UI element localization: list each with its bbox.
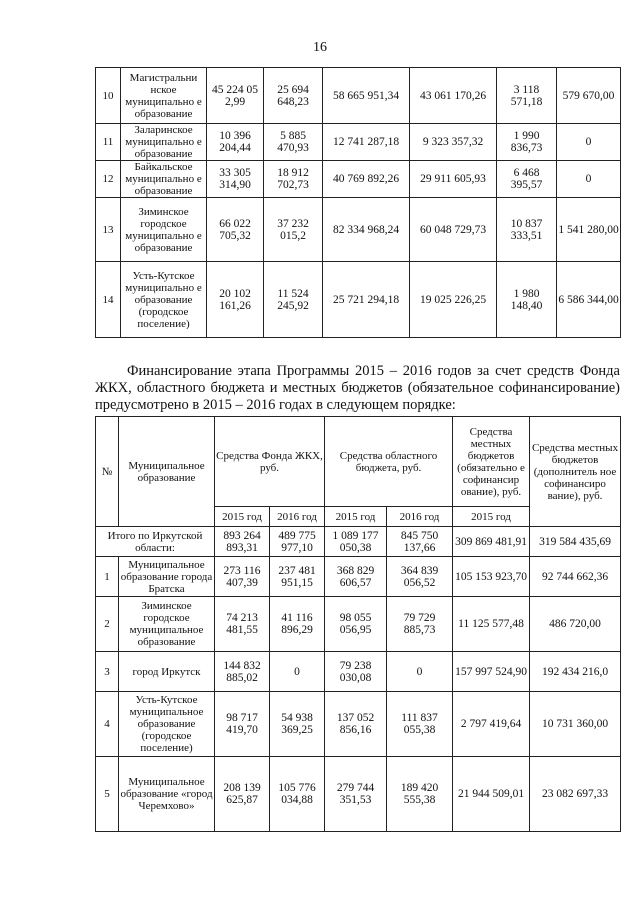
amount-cell: 368 829 606,57 xyxy=(325,557,387,597)
row-number: 12 xyxy=(96,161,121,198)
amount-cell: 66 022 705,32 xyxy=(207,198,264,262)
amount-cell: 21 944 509,01 xyxy=(453,757,530,832)
total-local-additional: 319 584 435,69 xyxy=(530,527,621,557)
row-number: 1 xyxy=(96,557,119,597)
amount-cell: 11 524 245,92 xyxy=(264,262,323,338)
amount-cell: 79 238 030,08 xyxy=(325,652,387,692)
municipality-name: Муниципальное образование «город Черемхово» xyxy=(119,757,215,832)
amount-cell: 208 139 625,87 xyxy=(215,757,270,832)
table-row xyxy=(96,757,621,832)
header-number: № xyxy=(96,417,119,527)
header-year-2016-regional: 2016 год xyxy=(387,507,453,527)
amount-cell: 41 116 896,29 xyxy=(270,597,325,652)
amount-cell: 105 153 923,70 xyxy=(453,557,530,597)
funding-table-2015-2016 xyxy=(95,416,621,832)
amount-cell: 11 125 577,48 xyxy=(453,597,530,652)
table-row xyxy=(96,262,621,338)
row-number: 5 xyxy=(96,757,119,832)
amount-cell: 192 434 216,0 xyxy=(530,652,621,692)
amount-cell: 364 839 056,52 xyxy=(387,557,453,597)
amount-cell: 144 832 885,02 xyxy=(215,652,270,692)
amount-cell: 486 720,00 xyxy=(530,597,621,652)
amount-cell: 6 586 344,00 xyxy=(557,262,621,338)
amount-cell: 40 769 892,26 xyxy=(323,161,410,198)
header-year-2015-local: 2015 год xyxy=(453,507,530,527)
amount-cell: 10 731 360,00 xyxy=(530,692,621,757)
row-number: 4 xyxy=(96,692,119,757)
amount-cell: 273 116 407,39 xyxy=(215,557,270,597)
header-year-2015-fund: 2015 год xyxy=(215,507,270,527)
amount-cell: 579 670,00 xyxy=(557,68,621,124)
total-row xyxy=(96,527,621,557)
amount-cell: 3 118 571,18 xyxy=(497,68,557,124)
amount-cell: 1 541 280,00 xyxy=(557,198,621,262)
table-row xyxy=(96,124,621,161)
paragraph-text: Финансирование этапа Программы 2015 – 2016 годов за счет средств Фонда ЖКХ, областного бюджета и местных бюджетов (обязательное софинансирование) предусмотрено в 2015 – 2016 годах в следующем порядке: xyxy=(95,363,620,413)
header-local-mandatory: Средства местных бюджетов (обязательно е софинансир ование), руб. xyxy=(453,417,530,507)
total-fund-2015: 893 264 893,31 xyxy=(215,527,270,557)
amount-cell: 111 837 055,38 xyxy=(387,692,453,757)
municipality-name: Заларинское муниципально е образование xyxy=(121,124,207,161)
amount-cell: 0 xyxy=(557,124,621,161)
header-regional-budget: Средства областного бюджета, руб. xyxy=(325,417,453,507)
amount-cell: 60 048 729,73 xyxy=(410,198,497,262)
row-number: 14 xyxy=(96,262,121,338)
financing-paragraph xyxy=(95,363,620,414)
total-label: Итого по Иркутской области: xyxy=(96,527,215,557)
amount-cell: 23 082 697,33 xyxy=(530,757,621,832)
amount-cell: 92 744 662,36 xyxy=(530,557,621,597)
amount-cell: 189 420 555,38 xyxy=(387,757,453,832)
total-fund-2016: 489 775 977,10 xyxy=(270,527,325,557)
amount-cell: 79 729 885,73 xyxy=(387,597,453,652)
header-municipality: Муниципальное образование xyxy=(119,417,215,527)
amount-cell: 10 837 333,51 xyxy=(497,198,557,262)
table-row xyxy=(96,557,621,597)
amount-cell: 157 997 524,90 xyxy=(453,652,530,692)
total-regional-2016: 845 750 137,66 xyxy=(387,527,453,557)
amount-cell: 137 052 856,16 xyxy=(325,692,387,757)
row-number: 3 xyxy=(96,652,119,692)
row-number: 11 xyxy=(96,124,121,161)
amount-cell: 45 224 05 2,99 xyxy=(207,68,264,124)
amount-cell: 0 xyxy=(387,652,453,692)
header-year-2016-fund: 2016 год xyxy=(270,507,325,527)
municipality-name: город Иркутск xyxy=(119,652,215,692)
table-row xyxy=(96,68,621,124)
amount-cell: 98 717 419,70 xyxy=(215,692,270,757)
amount-cell: 25 694 648,23 xyxy=(264,68,323,124)
municipality-name: Усть-Кутское муниципальное образование (городское поселение) xyxy=(119,692,215,757)
amount-cell: 54 938 369,25 xyxy=(270,692,325,757)
amount-cell: 58 665 951,34 xyxy=(323,68,410,124)
amount-cell: 82 334 968,24 xyxy=(323,198,410,262)
funding-table-continued xyxy=(95,67,621,338)
table-row xyxy=(96,652,621,692)
total-local-2015: 309 869 481,91 xyxy=(453,527,530,557)
page-number: 16 xyxy=(313,40,327,55)
header-year-2015-regional: 2015 год xyxy=(325,507,387,527)
amount-cell: 2 797 419,64 xyxy=(453,692,530,757)
table-row xyxy=(96,692,621,757)
municipality-name: Байкальское муниципально е образование xyxy=(121,161,207,198)
total-regional-2015: 1 089 177 050,38 xyxy=(325,527,387,557)
row-number: 2 xyxy=(96,597,119,652)
table-row xyxy=(96,597,621,652)
table-row xyxy=(96,198,621,262)
amount-cell: 20 102 161,26 xyxy=(207,262,264,338)
amount-cell: 1 990 836,73 xyxy=(497,124,557,161)
table-row xyxy=(96,161,621,198)
amount-cell: 5 885 470,93 xyxy=(264,124,323,161)
amount-cell: 29 911 605,93 xyxy=(410,161,497,198)
header-fund-zhkh: Средства Фонда ЖКХ, руб. xyxy=(215,417,325,507)
amount-cell: 9 323 357,32 xyxy=(410,124,497,161)
amount-cell: 25 721 294,18 xyxy=(323,262,410,338)
amount-cell: 33 305 314,90 xyxy=(207,161,264,198)
amount-cell: 6 468 395,57 xyxy=(497,161,557,198)
amount-cell: 1 980 148,40 xyxy=(497,262,557,338)
amount-cell: 0 xyxy=(557,161,621,198)
municipality-name: Зиминское городское муниципально е образование xyxy=(121,198,207,262)
row-number: 10 xyxy=(96,68,121,124)
amount-cell: 12 741 287,18 xyxy=(323,124,410,161)
amount-cell: 74 213 481,55 xyxy=(215,597,270,652)
header-local-additional: Средства местных бюджетов (дополнитель ное софинансиро вание), руб. xyxy=(530,417,621,527)
amount-cell: 237 481 951,15 xyxy=(270,557,325,597)
municipality-name: Магистральни нское муниципально е образование xyxy=(121,68,207,124)
amount-cell: 0 xyxy=(270,652,325,692)
amount-cell: 19 025 226,25 xyxy=(410,262,497,338)
municipality-name: Муниципальное образование города Братска xyxy=(119,557,215,597)
municipality-name: Усть-Кутское муниципально е образование (городское поселение) xyxy=(121,262,207,338)
amount-cell: 279 744 351,53 xyxy=(325,757,387,832)
amount-cell: 18 912 702,73 xyxy=(264,161,323,198)
amount-cell: 105 776 034,88 xyxy=(270,757,325,832)
amount-cell: 37 232 015,2 xyxy=(264,198,323,262)
amount-cell: 98 055 056,95 xyxy=(325,597,387,652)
amount-cell: 10 396 204,44 xyxy=(207,124,264,161)
amount-cell: 43 061 170,26 xyxy=(410,68,497,124)
municipality-name: Зиминское городское муниципальное образование xyxy=(119,597,215,652)
row-number: 13 xyxy=(96,198,121,262)
